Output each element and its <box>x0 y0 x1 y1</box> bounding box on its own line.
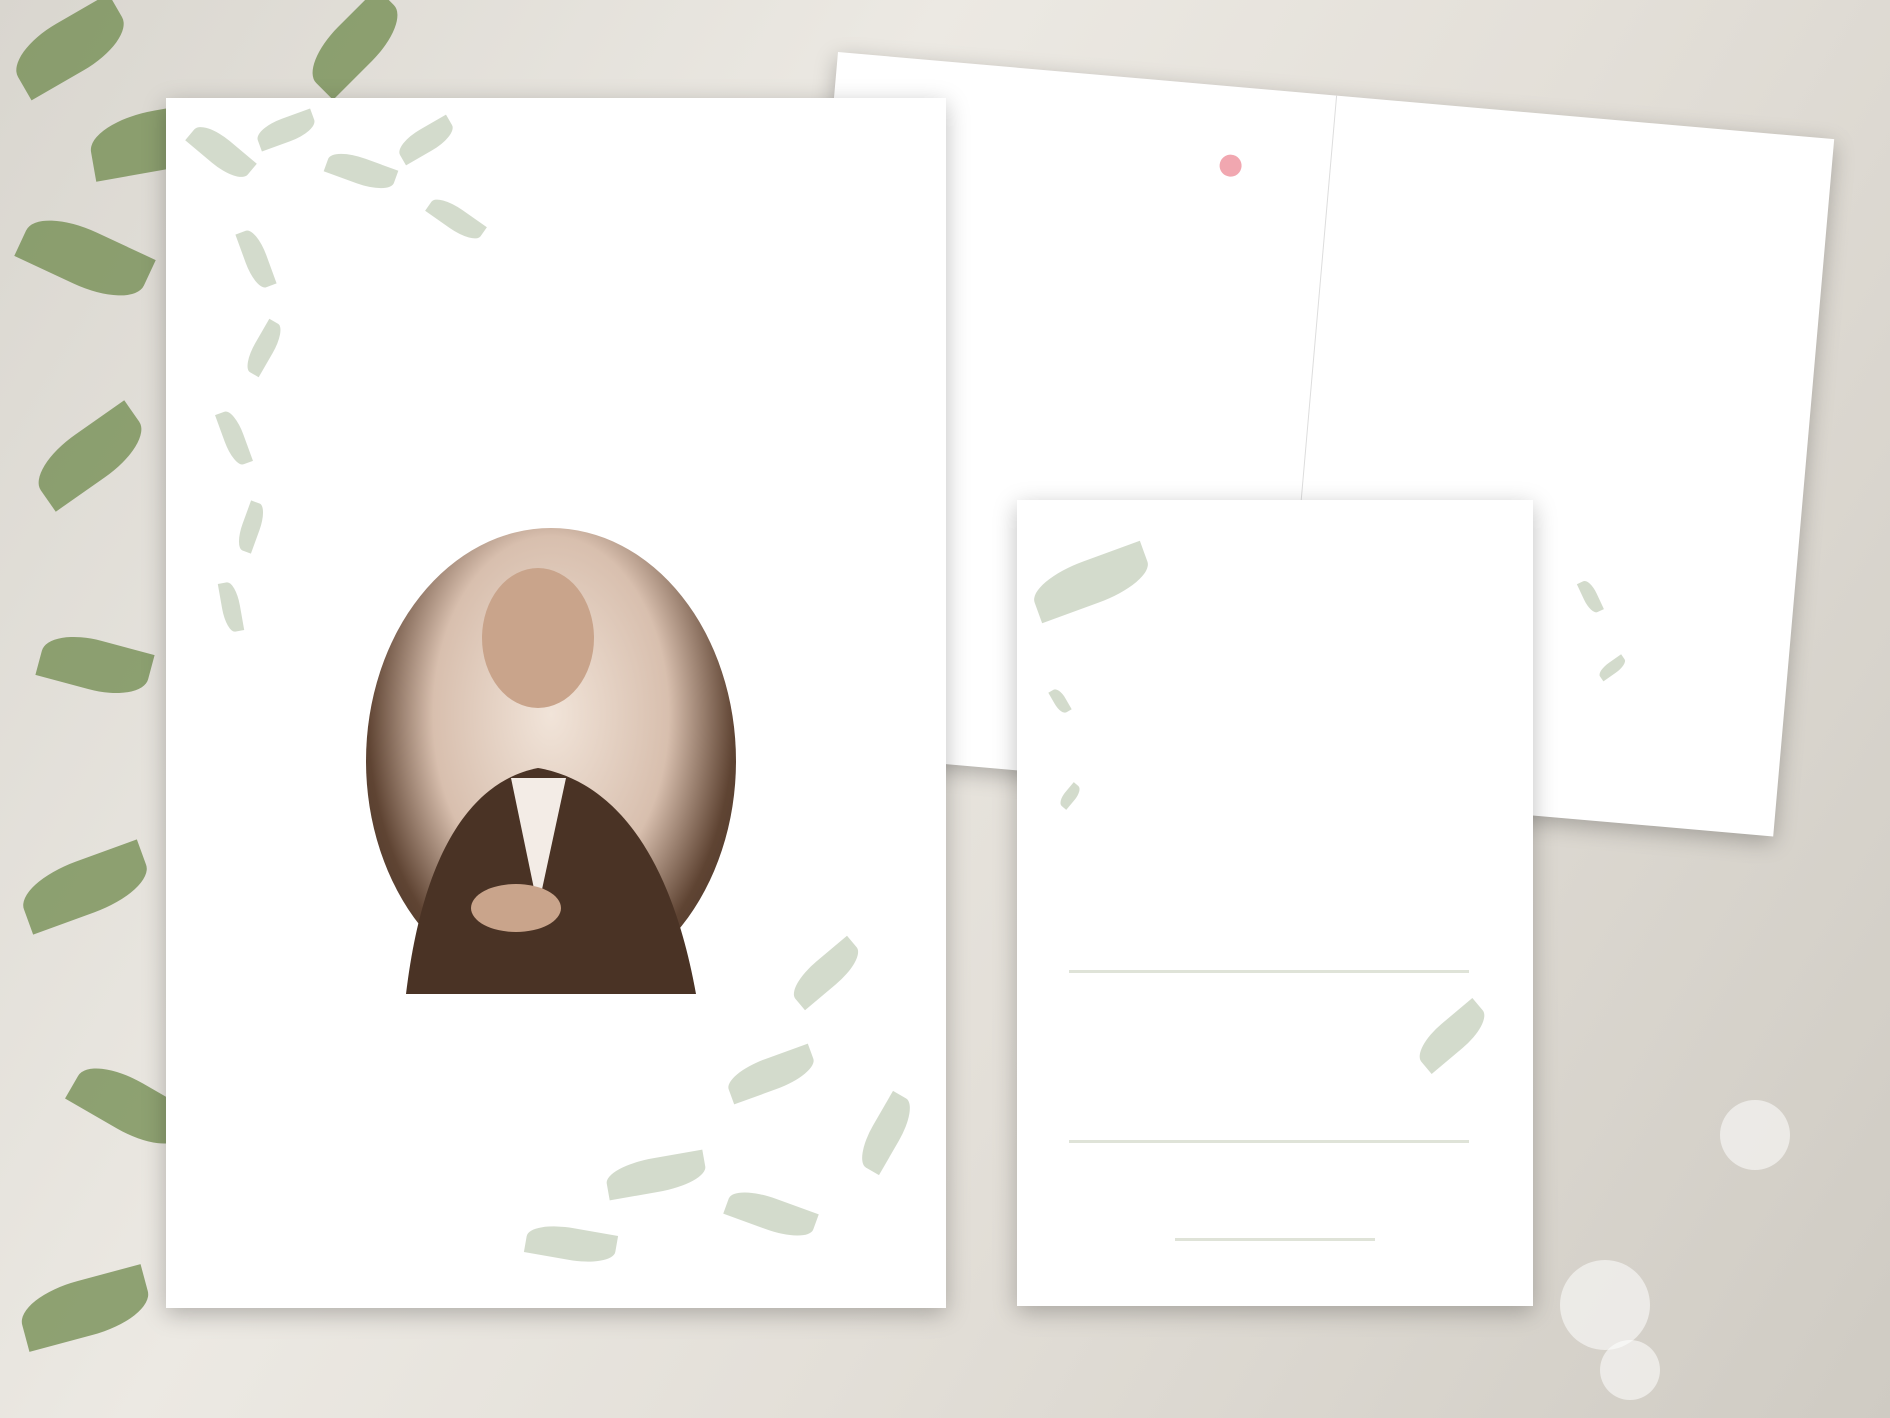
leaf-icon <box>1411 998 1493 1074</box>
leaf-icon <box>1577 578 1604 615</box>
cover-page <box>166 98 946 1308</box>
program-fragments <box>1336 96 1834 140</box>
leaf-icon <box>1027 541 1155 623</box>
rose-icon <box>1219 154 1243 178</box>
portrait-photo <box>366 528 736 994</box>
reading-text <box>1336 96 1834 140</box>
song-lyrics <box>838 52 1336 96</box>
leaf-icon <box>1597 654 1628 681</box>
leaf-icon <box>1057 782 1083 810</box>
portrait-figure-icon <box>366 528 736 994</box>
divider <box>1069 970 1469 973</box>
bokeh-light <box>1600 1340 1660 1400</box>
bokeh-light <box>1560 1260 1650 1350</box>
back-page <box>1017 500 1533 1306</box>
divider <box>1069 1140 1469 1143</box>
bokeh-light <box>1720 1100 1790 1170</box>
leaf-icon <box>1048 687 1071 716</box>
divider <box>1175 1238 1375 1241</box>
